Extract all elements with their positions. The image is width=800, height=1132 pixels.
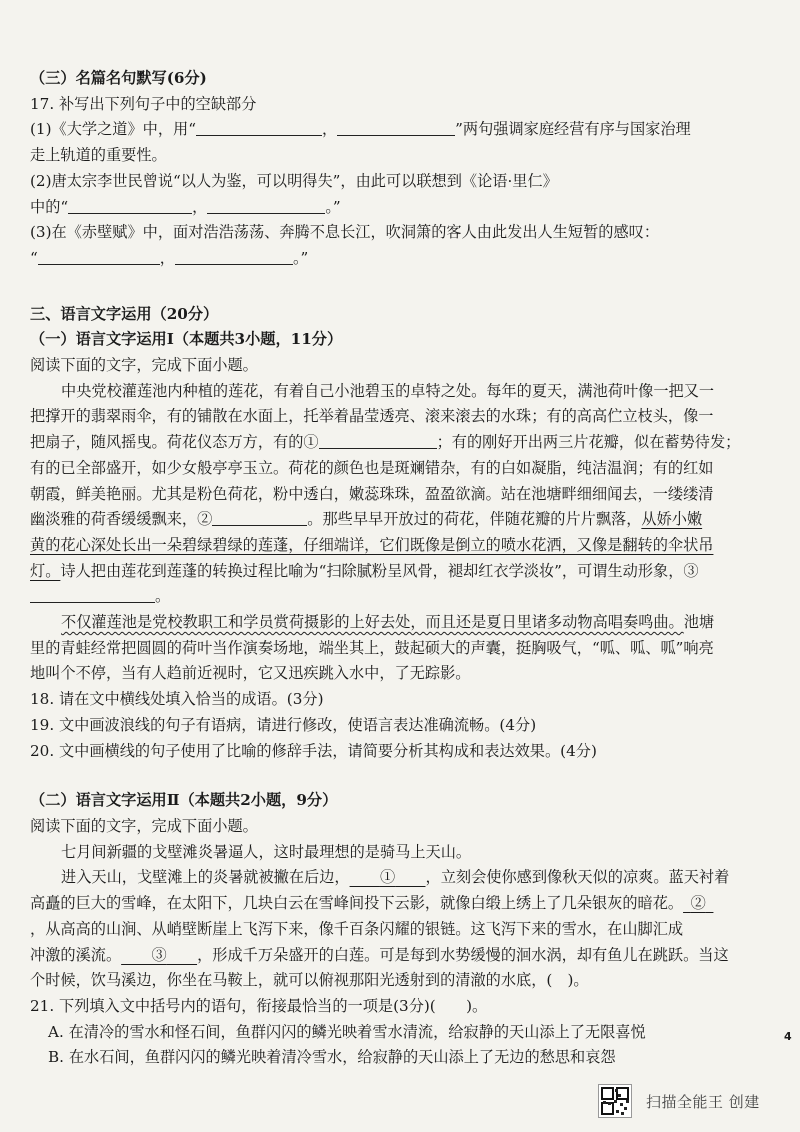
page-number: 4	[784, 1030, 792, 1043]
question-17-1-cont: 走上轨道的重要性。	[30, 146, 167, 165]
passage-line: 地叫个不停，当有人趋前近视时，它又迅疾跳入水中，了无踪影。	[30, 664, 471, 683]
reading-instruction: 阅读下面的文字，完成下面小题。	[30, 356, 258, 375]
answer-blank[interactable]	[175, 248, 293, 265]
passage-line: 进入天山，戈壁滩上的炎暑就被撇在后边， ① ，立刻会使你感到像秋天似的凉爽。蓝天衬着	[61, 868, 730, 887]
passage-line: 中央党校灌莲池内种植的莲花，有着自己小池碧玉的卓特之处。每年的夏天，满池荷叶像一把又一	[61, 381, 715, 400]
watermark-text: 扫描全能王 创建	[646, 1092, 760, 1111]
passage-line: 把撑开的翡翠雨伞，有的铺散在水面上，托举着晶莹透亮、滚来滚去的水珠；有的高高伫立枝头，像一	[30, 407, 714, 426]
part3-sub2-heading: （二）语言文字运用Ⅱ（本题共2小题，9分）	[30, 791, 338, 810]
part3-sub1-heading: （一）语言文字运用Ⅰ（本题共3小题，11分）	[30, 330, 343, 349]
passage-line: 有的已全部盛开，如少女般亭亭玉立。荷花的颜色也是斑斓错杂，有的白如凝脂，纯洁温润；有的红如	[30, 458, 714, 477]
wavy-underlined-sentence: 不仅灌莲池是党校教职工和学员赏荷摄影的上好去处，而且还是夏日里诸多动物高唱奏鸣曲。	[61, 613, 684, 632]
passage-line: 幽淡雅的荷香缓缓飘来，② 。那些早早开放过的荷花，伴随花瓣的片片飘落，从娇小嫩	[30, 510, 703, 529]
answer-blank-3[interactable]	[30, 586, 155, 603]
question-19: 19. 文中画波浪线的句子有语病，请进行修改，使语言表达准确流畅。(4分)	[30, 715, 537, 734]
passage-line: 朝霞，鲜美艳丽。尤其是粉色荷花，粉中透白，嫩蕊珠珠，盈盈欲滴。站在池塘畔细细闻去，一缕缕清	[30, 484, 714, 503]
section-heading-famous-quotes: （三）名篇名句默写(6分)	[30, 69, 207, 87]
passage-line: 七月间新疆的戈壁滩炎暑逼人，这时最理想的是骑马上天山。	[61, 842, 472, 861]
answer-blank-1[interactable]: ①	[379, 868, 396, 887]
question-17-3: (3)在《赤壁赋》中，面对浩浩荡荡、奔腾不息长江，吹洞箫的客人由此发出人生短暂的感叹：	[30, 223, 660, 242]
answer-blank-3[interactable]: ③	[151, 945, 167, 964]
answer-blank[interactable]	[196, 119, 322, 136]
passage-line: ，从高高的山涧、从峭壁断崖上飞泻下来，像千百条闪耀的银链。这飞泻下来的雪水，在山脚汇成	[30, 919, 684, 938]
answer-blank[interactable]	[337, 119, 455, 136]
option-b[interactable]: B. 在水石间，鱼群闪闪的鳞光映着清冷雪水，给寂静的天山添上了无边的愁思和哀怨	[48, 1048, 616, 1067]
answer-blank-1[interactable]	[319, 432, 437, 449]
answer-blank-2[interactable]: ②	[690, 894, 706, 913]
option-a[interactable]: A. 在清冷的雪水和怪石间，鱼群闪闪的鳞光映着雪水清流，给寂静的天山添上了无限喜悦	[48, 1022, 646, 1041]
passage-line: 个时候，饮马溪边，你坐在马鞍上，就可以俯视那阳光透射到的清澈的水底，( )。	[30, 971, 589, 990]
passage-line: 冲激的溪流。 ③ ，形成千万朵盛开的白莲。可是每到水势缓慢的洄水涡，却有鱼儿在跳跃。当这	[30, 945, 729, 964]
scanner-watermark	[598, 1084, 760, 1118]
question-17-title: 17. 补写出下列句子中的空缺部分	[30, 94, 257, 113]
part3-heading: 三、语言文字运用（20分）	[30, 304, 219, 323]
qr-code-icon	[598, 1084, 632, 1118]
passage-line: 灯。诗人把由莲花到莲蓬的转换过程比喻为“扫除腻粉呈风骨，褪却红衣学淡妆”，可谓生动形象，③	[30, 561, 699, 580]
question-17-1: (1)《大学之道》中，用“ ， ”两句强调家庭经营有序与国家治理	[30, 120, 691, 139]
answer-blank[interactable]	[207, 197, 325, 214]
passage-line: 把扇子，随风摇曳。荷花仪态万方，有的① ；有的刚好开出两三片花瓣，似在蓄势待发；	[30, 433, 741, 452]
underlined-sentence: 从娇小嫩	[641, 510, 703, 529]
answer-blank[interactable]	[38, 248, 160, 265]
exam-page	[30, 66, 775, 1071]
question-18: 18. 请在文中横线处填入恰当的成语。(3分)	[30, 690, 324, 709]
passage-line: 里的青蛙经常把圆圆的荷叶当作演奏场地，端坐其上，鼓起硕大的声囊，挺胸吸气，“呱、呱、呱”响亮	[30, 638, 714, 657]
answer-blank[interactable]	[68, 197, 192, 214]
reading-instruction: 阅读下面的文字，完成下面小题。	[30, 816, 258, 835]
question-17-2-cont: 中的“ ， 。”	[30, 197, 341, 216]
question-20: 20. 文中画横线的句子使用了比喻的修辞手法，请简要分析其构成和表达效果。(4分)	[30, 741, 597, 760]
question-17-3-cont: “ ， 。”	[30, 248, 309, 267]
underlined-sentence: 黄的花心深处长出一朵碧绿碧绿的莲蓬，仔细端详，它们既像是倒立的喷水花洒，又像是翻转的伞状吊	[30, 535, 714, 554]
passage-line: 不仅灌莲池是党校教职工和学员赏荷摄影的上好去处，而且还是夏日里诸多动物高唱奏鸣曲。池塘	[61, 613, 715, 632]
question-21: 21. 下列填入文中括号内的语句，衔接最恰当的一项是(3分)( )。	[30, 996, 488, 1015]
passage-line: 。	[30, 584, 775, 610]
passage-line: 高矗的巨大的雪峰，在太阳下，几块白云在雪峰间投下云影，就像白缎上绣上了几朵银灰的暗花。 ②	[30, 891, 775, 917]
answer-blank-2[interactable]	[212, 509, 307, 526]
question-17-2: (2)唐太宗李世民曾说“以人为鉴，可以明得失”，由此可以联想到《论语·里仁》	[30, 171, 558, 190]
